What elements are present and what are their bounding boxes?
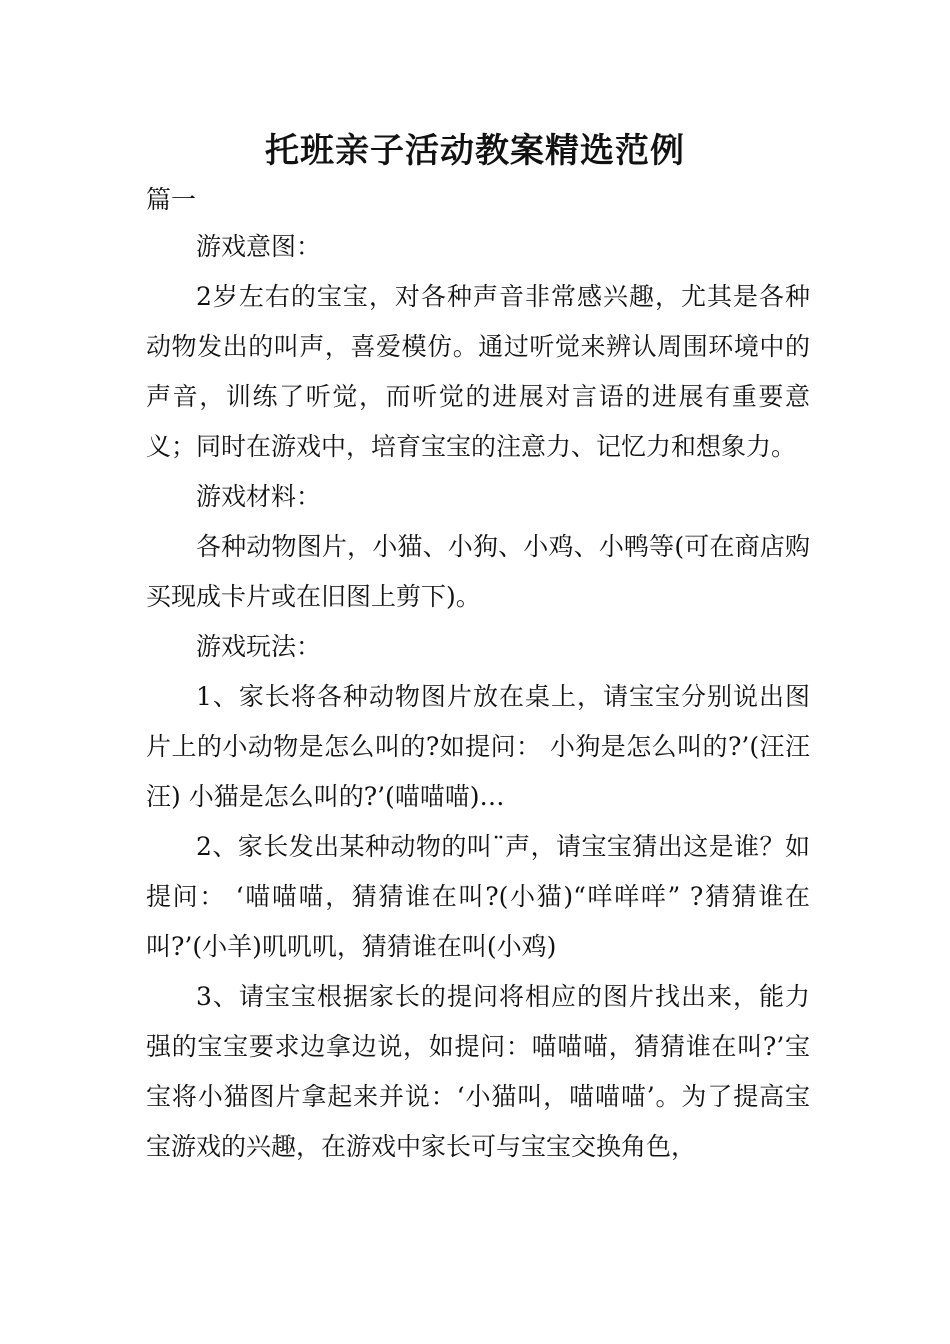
heading-method: 游戏玩法： <box>196 632 322 661</box>
paragraph-step-2: 2、家长发出某种动物的叫¨声，请宝宝猜出这是谁？如提问： ‘喵喵喵，猜猜谁在叫?(小猫)“咩咩咩” ?猜猜谁在叫?’(小羊)叽叽叽，猜猜谁在叫(小鸡) <box>146 832 810 961</box>
heading-materials: 游戏材料： <box>196 482 322 511</box>
section-label: 篇一 <box>146 185 197 214</box>
heading-intent: 游戏意图： <box>196 232 322 261</box>
paragraph-intent: 2岁左右的宝宝，对各种声音非常感兴趣，尤其是各种动物发出的叫声，喜爱模仿。通过听觉来辨认周围环境中的声音，训练了听觉，而听觉的进展对言语的进展有重要意义；同时在游戏中，培育宝宝的注意力、记忆力和想象力。 <box>146 282 810 461</box>
paragraph-step-3: 3、请宝宝根据家长的提问将相应的图片找出来，能力强的宝宝要求边拿边说，如提问：喵喵喵，猜猜谁在叫?’宝宝将小猫图片拿起来并说：‘小猫叫，喵喵喵’。为了提高宝宝游戏的兴趣，在游戏中家长可与宝宝交换角色， <box>146 982 810 1161</box>
page-title: 托班亲子活动教案精选范例 <box>265 131 685 171</box>
paragraph-step-1: 1、家长将各种动物图片放在桌上，请宝宝分别说出图片上的小动物是怎么叫的?如提问： 小狗是怎么叫的?’(汪汪汪) 小猫是怎么叫的?’(喵喵喵)… <box>146 682 810 811</box>
document-body <box>146 222 810 1172</box>
paragraph-materials: 各种动物图片，小猫、小狗、小鸡、小鸭等(可在商店购买现成卡片或在旧图上剪下)。 <box>146 532 810 611</box>
